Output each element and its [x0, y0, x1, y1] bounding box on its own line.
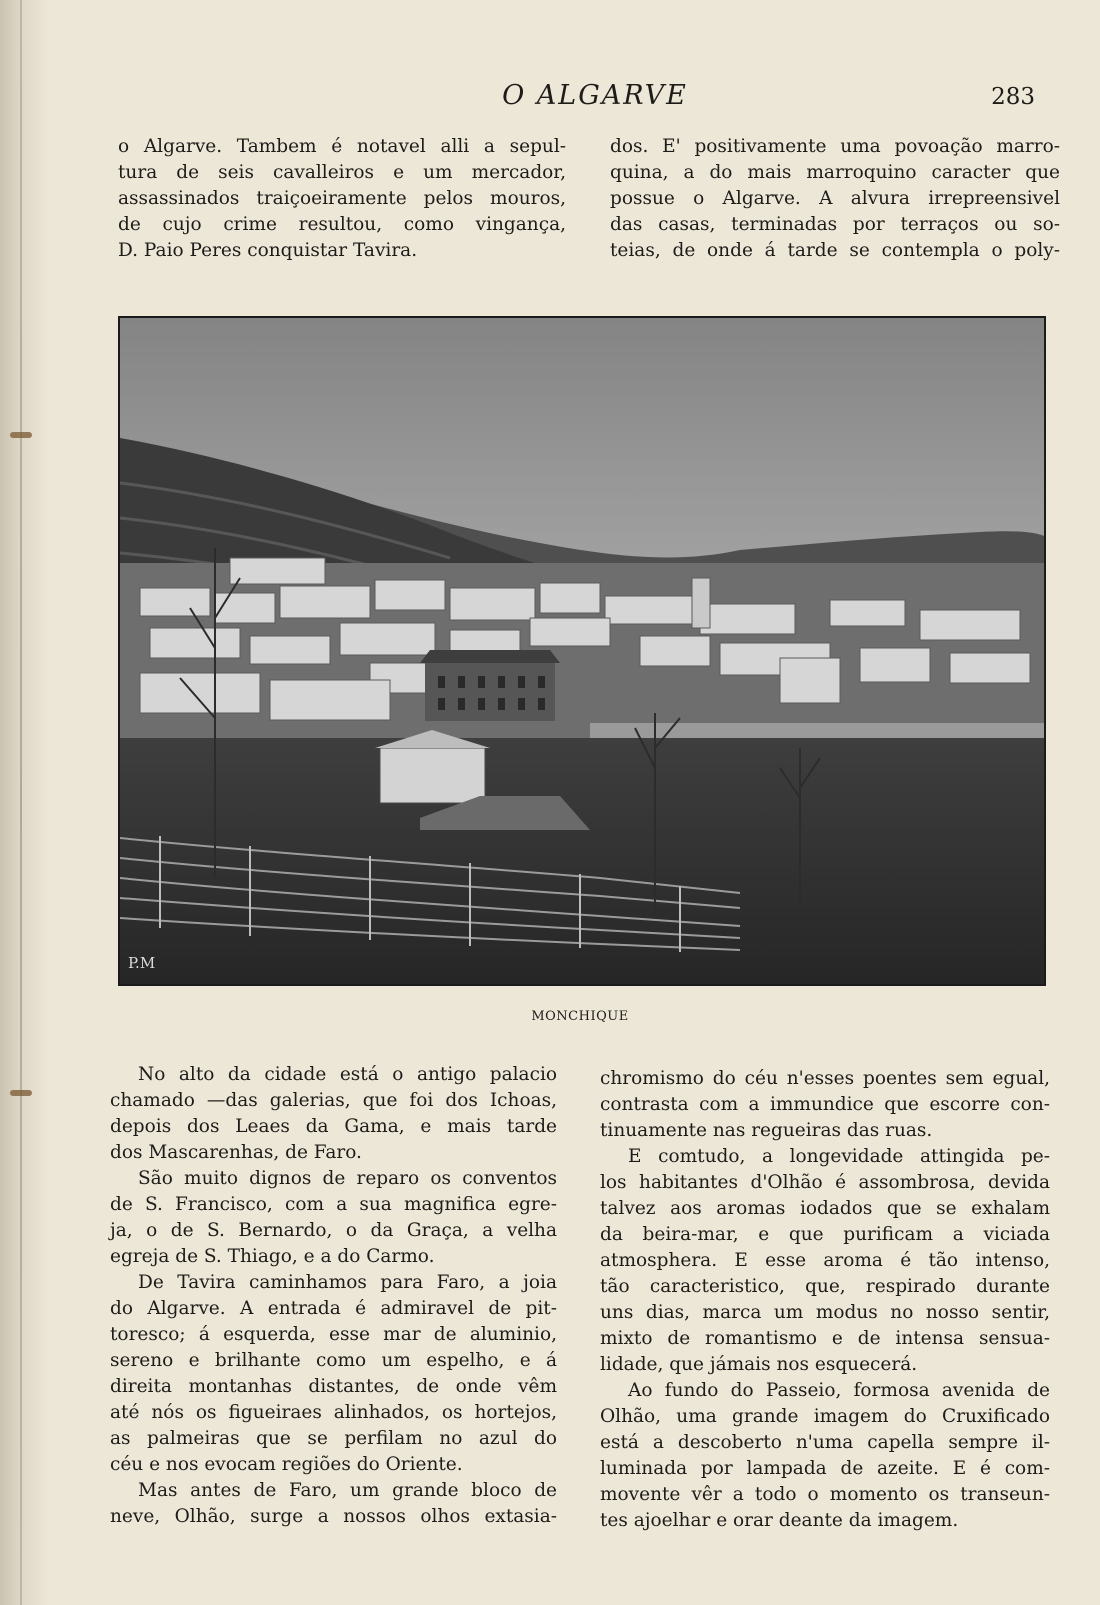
binding-stitch: [10, 432, 32, 438]
text-line: da beira-mar, e que purificam a viciada: [600, 1224, 1050, 1245]
text-line: uns dias, marca um modus no nosso sentir,: [600, 1302, 1050, 1323]
text-line: movente vêr a todo o momento os transeun-: [600, 1484, 1050, 1505]
running-header-title: O ALGARVE: [502, 80, 688, 111]
top-left-column: [118, 134, 566, 264]
text-line: até nós os figueiraes alinhados, os hortejos,: [110, 1402, 557, 1423]
text-line: contrasta com a immundice que escorre con-: [600, 1094, 1050, 1115]
text-line: Mas antes de Faro, um grande bloco de: [138, 1480, 557, 1501]
text-line: São muito dignos de reparo os conventos: [138, 1168, 557, 1189]
text-line: neve, Olhão, surge a nossos olhos extasia-: [110, 1506, 557, 1527]
text-line: D. Paio Peres conquistar Tavira.: [118, 240, 418, 261]
small-chapel: [380, 748, 485, 803]
text-line: lidade, que jámais nos esquecerá.: [600, 1354, 918, 1375]
bottom-left-column: [110, 1062, 557, 1530]
binding-fold-line: [20, 0, 22, 1605]
text-line: possue o Algarve. A alvura irrepreensivel: [610, 188, 1060, 209]
monchique-photograph: [118, 316, 1046, 986]
text-line: das casas, terminadas por terraços ou so-: [610, 214, 1060, 235]
paragraph: [600, 1378, 1050, 1534]
text-line: chromismo do céu n'esses poentes sem egual,: [600, 1068, 1050, 1089]
text-line: los habitantes d'Olhão é assombrosa, devida: [600, 1172, 1050, 1193]
text-line: assassinados traiçoeiramente pelos mouros,: [118, 188, 566, 209]
text-line: E comtudo, a longevidade attingida pe-: [628, 1146, 1050, 1167]
text-line: De Tavira caminhamos para Faro, a joia: [138, 1272, 557, 1293]
paragraph: [600, 1066, 1050, 1144]
church-tower: [692, 578, 710, 628]
large-building: [425, 663, 555, 721]
text-line: está a descoberto n'uma capella sempre il-: [600, 1432, 1050, 1453]
text-line: as palmeiras que se perfilam no azul do: [110, 1428, 557, 1449]
foreground-ground: [120, 738, 1044, 984]
text-line: tes ajoelhar e orar deante da imagem.: [600, 1510, 959, 1531]
text-line: tão caracteristico, que, respirado durante: [600, 1276, 1050, 1297]
text-line: Olhão, uma grande imagem do Cruxificado: [600, 1406, 1050, 1427]
bottom-right-column: [600, 1066, 1050, 1534]
paragraph: [110, 1166, 557, 1270]
text-line: de cujo crime resultou, como vingança,: [118, 214, 566, 235]
book-binding-edge: [0, 0, 48, 1605]
text-line: toresco; á esquerda, esse mar de aluminio,: [110, 1324, 557, 1345]
large-building-roof: [420, 650, 560, 663]
paragraph: [610, 134, 1060, 264]
figure-caption: MONCHIQUE: [531, 1009, 629, 1024]
photographer-initials: P.M: [128, 954, 156, 972]
text-line: talvez aos aromas iodados que se exhalam: [600, 1198, 1050, 1219]
text-line: chamado —das galerias, que foi dos Ichoas,: [110, 1090, 557, 1111]
binding-stitch: [10, 1090, 32, 1096]
text-line: sereno e brilhante como um espelho, e á: [110, 1350, 557, 1371]
text-line: direita montanhas distantes, de onde vêm: [110, 1376, 557, 1397]
paragraph: [118, 134, 566, 264]
text-line: de S. Francisco, com a sua magnifica egre-: [110, 1194, 557, 1215]
text-line: teias, de onde á tarde se contempla o poly-: [610, 240, 1060, 261]
text-line: do Algarve. A entrada é admiravel de pit-: [110, 1298, 557, 1319]
text-line: tinuamente nas regueiras das ruas.: [600, 1120, 933, 1141]
text-line: luminada por lampada de azeite. E é com-: [600, 1458, 1050, 1479]
paragraph: [110, 1270, 557, 1478]
text-line: céu e nos evocam regiões do Oriente.: [110, 1454, 463, 1475]
paragraph: [600, 1144, 1050, 1378]
top-right-column: [610, 134, 1060, 264]
text-line: mixto de romantismo e de intensa sensua-: [600, 1328, 1050, 1349]
text-line: No alto da cidade está o antigo palacio: [138, 1064, 557, 1085]
text-line: ja, o de S. Bernardo, o da Graça, a velha: [110, 1220, 557, 1241]
text-line: dos Mascarenhas, de Faro.: [110, 1142, 362, 1163]
text-line: o Algarve. Tambem é notavel alli a sepul-: [118, 136, 566, 157]
text-line: atmosphera. E esse aroma é tão intenso,: [600, 1250, 1050, 1271]
page-number: 283: [991, 84, 1035, 110]
paragraph: [110, 1478, 557, 1530]
text-line: depois dos Leaes da Gama, e mais tarde: [110, 1116, 557, 1137]
text-line: egreja de S. Thiago, e a do Carmo.: [110, 1246, 435, 1267]
text-line: Ao fundo do Passeio, formosa avenida de: [628, 1380, 1050, 1401]
paragraph: [110, 1062, 557, 1166]
text-line: quina, a do mais marroquino caracter que: [610, 162, 1060, 183]
text-line: tura de seis cavalleiros e um mercador,: [118, 162, 566, 183]
text-line: dos. E' positivamente uma povoação marro-: [610, 136, 1060, 157]
photo-illustration: [120, 318, 1044, 984]
